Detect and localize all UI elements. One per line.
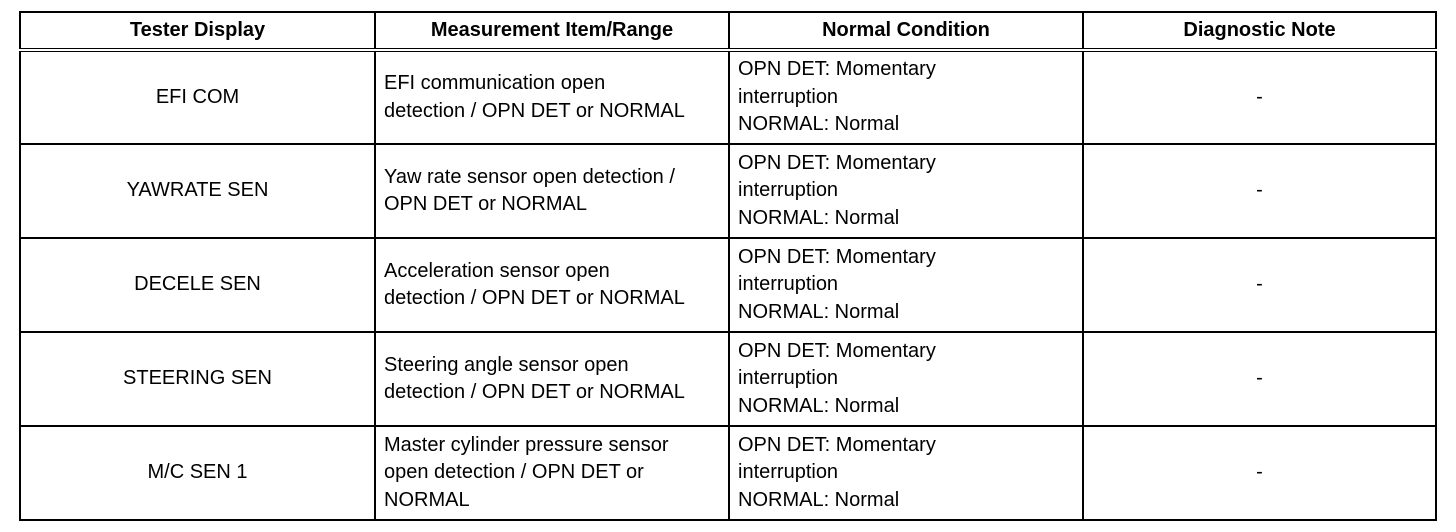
normal-condition-line: NORMAL: Normal bbox=[738, 488, 900, 511]
cell-diagnostic-note: - bbox=[1083, 332, 1436, 426]
cell-measurement-item bbox=[375, 144, 729, 238]
measurement-item-line: detection / OPN DET or NORMAL bbox=[384, 381, 685, 403]
measurement-item-line: OPN DET or NORMAL bbox=[384, 193, 587, 215]
normal-condition-line: interruption bbox=[738, 273, 839, 296]
cell-tester-display: EFI COM bbox=[20, 50, 375, 144]
table-header bbox=[20, 12, 1436, 50]
normal-condition-line: NORMAL: Normal bbox=[738, 113, 900, 136]
data-list-table-container bbox=[19, 11, 1437, 521]
table-row bbox=[20, 426, 1436, 520]
normal-condition-line: OPN DET: Momentary bbox=[738, 433, 936, 456]
cell-measurement-item bbox=[375, 238, 729, 332]
data-list-table bbox=[19, 11, 1437, 521]
cell-normal-condition bbox=[729, 426, 1083, 520]
cell-diagnostic-note: - bbox=[1083, 50, 1436, 144]
measurement-item-line: NORMAL bbox=[384, 488, 470, 511]
normal-condition-line: NORMAL: Normal bbox=[738, 300, 900, 323]
measurement-item-line: Acceleration sensor open bbox=[384, 259, 610, 282]
normal-condition-line: OPN DET: Momentary bbox=[738, 245, 936, 268]
header-normal-condition: Normal Condition bbox=[729, 12, 1083, 50]
normal-condition-line: OPN DET: Momentary bbox=[738, 339, 936, 362]
cell-diagnostic-note: - bbox=[1083, 426, 1436, 520]
header-measurement-item: Measurement Item/Range bbox=[375, 12, 729, 50]
cell-normal-condition bbox=[729, 50, 1083, 144]
table-body bbox=[20, 50, 1436, 520]
measurement-item-line: Master cylinder pressure sensor bbox=[384, 433, 669, 456]
cell-tester-display: M/C SEN 1 bbox=[20, 426, 375, 520]
measurement-item-line: open detection / OPN DET or bbox=[384, 461, 644, 484]
normal-condition-line: interruption bbox=[738, 179, 839, 202]
normal-condition-line: interruption bbox=[738, 367, 839, 390]
header-row bbox=[20, 12, 1436, 50]
normal-condition-line: interruption bbox=[738, 85, 839, 108]
normal-condition-line: NORMAL: Normal bbox=[738, 206, 900, 229]
cell-normal-condition bbox=[729, 332, 1083, 426]
cell-tester-display: DECELE SEN bbox=[20, 238, 375, 332]
table-row bbox=[20, 144, 1436, 238]
measurement-item-line: Steering angle sensor open bbox=[384, 353, 629, 376]
cell-normal-condition bbox=[729, 144, 1083, 238]
cell-measurement-item bbox=[375, 332, 729, 426]
cell-tester-display: YAWRATE SEN bbox=[20, 144, 375, 238]
header-tester-display: Tester Display bbox=[20, 12, 375, 50]
measurement-item-line: detection / OPN DET or NORMAL bbox=[384, 99, 685, 122]
normal-condition-line: interruption bbox=[738, 461, 839, 484]
table-row bbox=[20, 50, 1436, 144]
cell-diagnostic-note: - bbox=[1083, 144, 1436, 238]
measurement-item-line: EFI communication open bbox=[384, 72, 606, 94]
normal-condition-line: OPN DET: Momentary bbox=[738, 151, 936, 174]
normal-condition-line: OPN DET: Momentary bbox=[738, 58, 936, 81]
measurement-item-line: Yaw rate sensor open detection / bbox=[384, 165, 675, 188]
header-diagnostic-note: Diagnostic Note bbox=[1083, 12, 1436, 50]
table-row bbox=[20, 238, 1436, 332]
cell-normal-condition bbox=[729, 238, 1083, 332]
normal-condition-line: NORMAL: Normal bbox=[738, 394, 900, 417]
cell-diagnostic-note: - bbox=[1083, 238, 1436, 332]
table-row bbox=[20, 332, 1436, 426]
cell-measurement-item bbox=[375, 426, 729, 520]
cell-measurement-item bbox=[375, 50, 729, 144]
cell-tester-display: STEERING SEN bbox=[20, 332, 375, 426]
measurement-item-line: detection / OPN DET or NORMAL bbox=[384, 287, 685, 309]
